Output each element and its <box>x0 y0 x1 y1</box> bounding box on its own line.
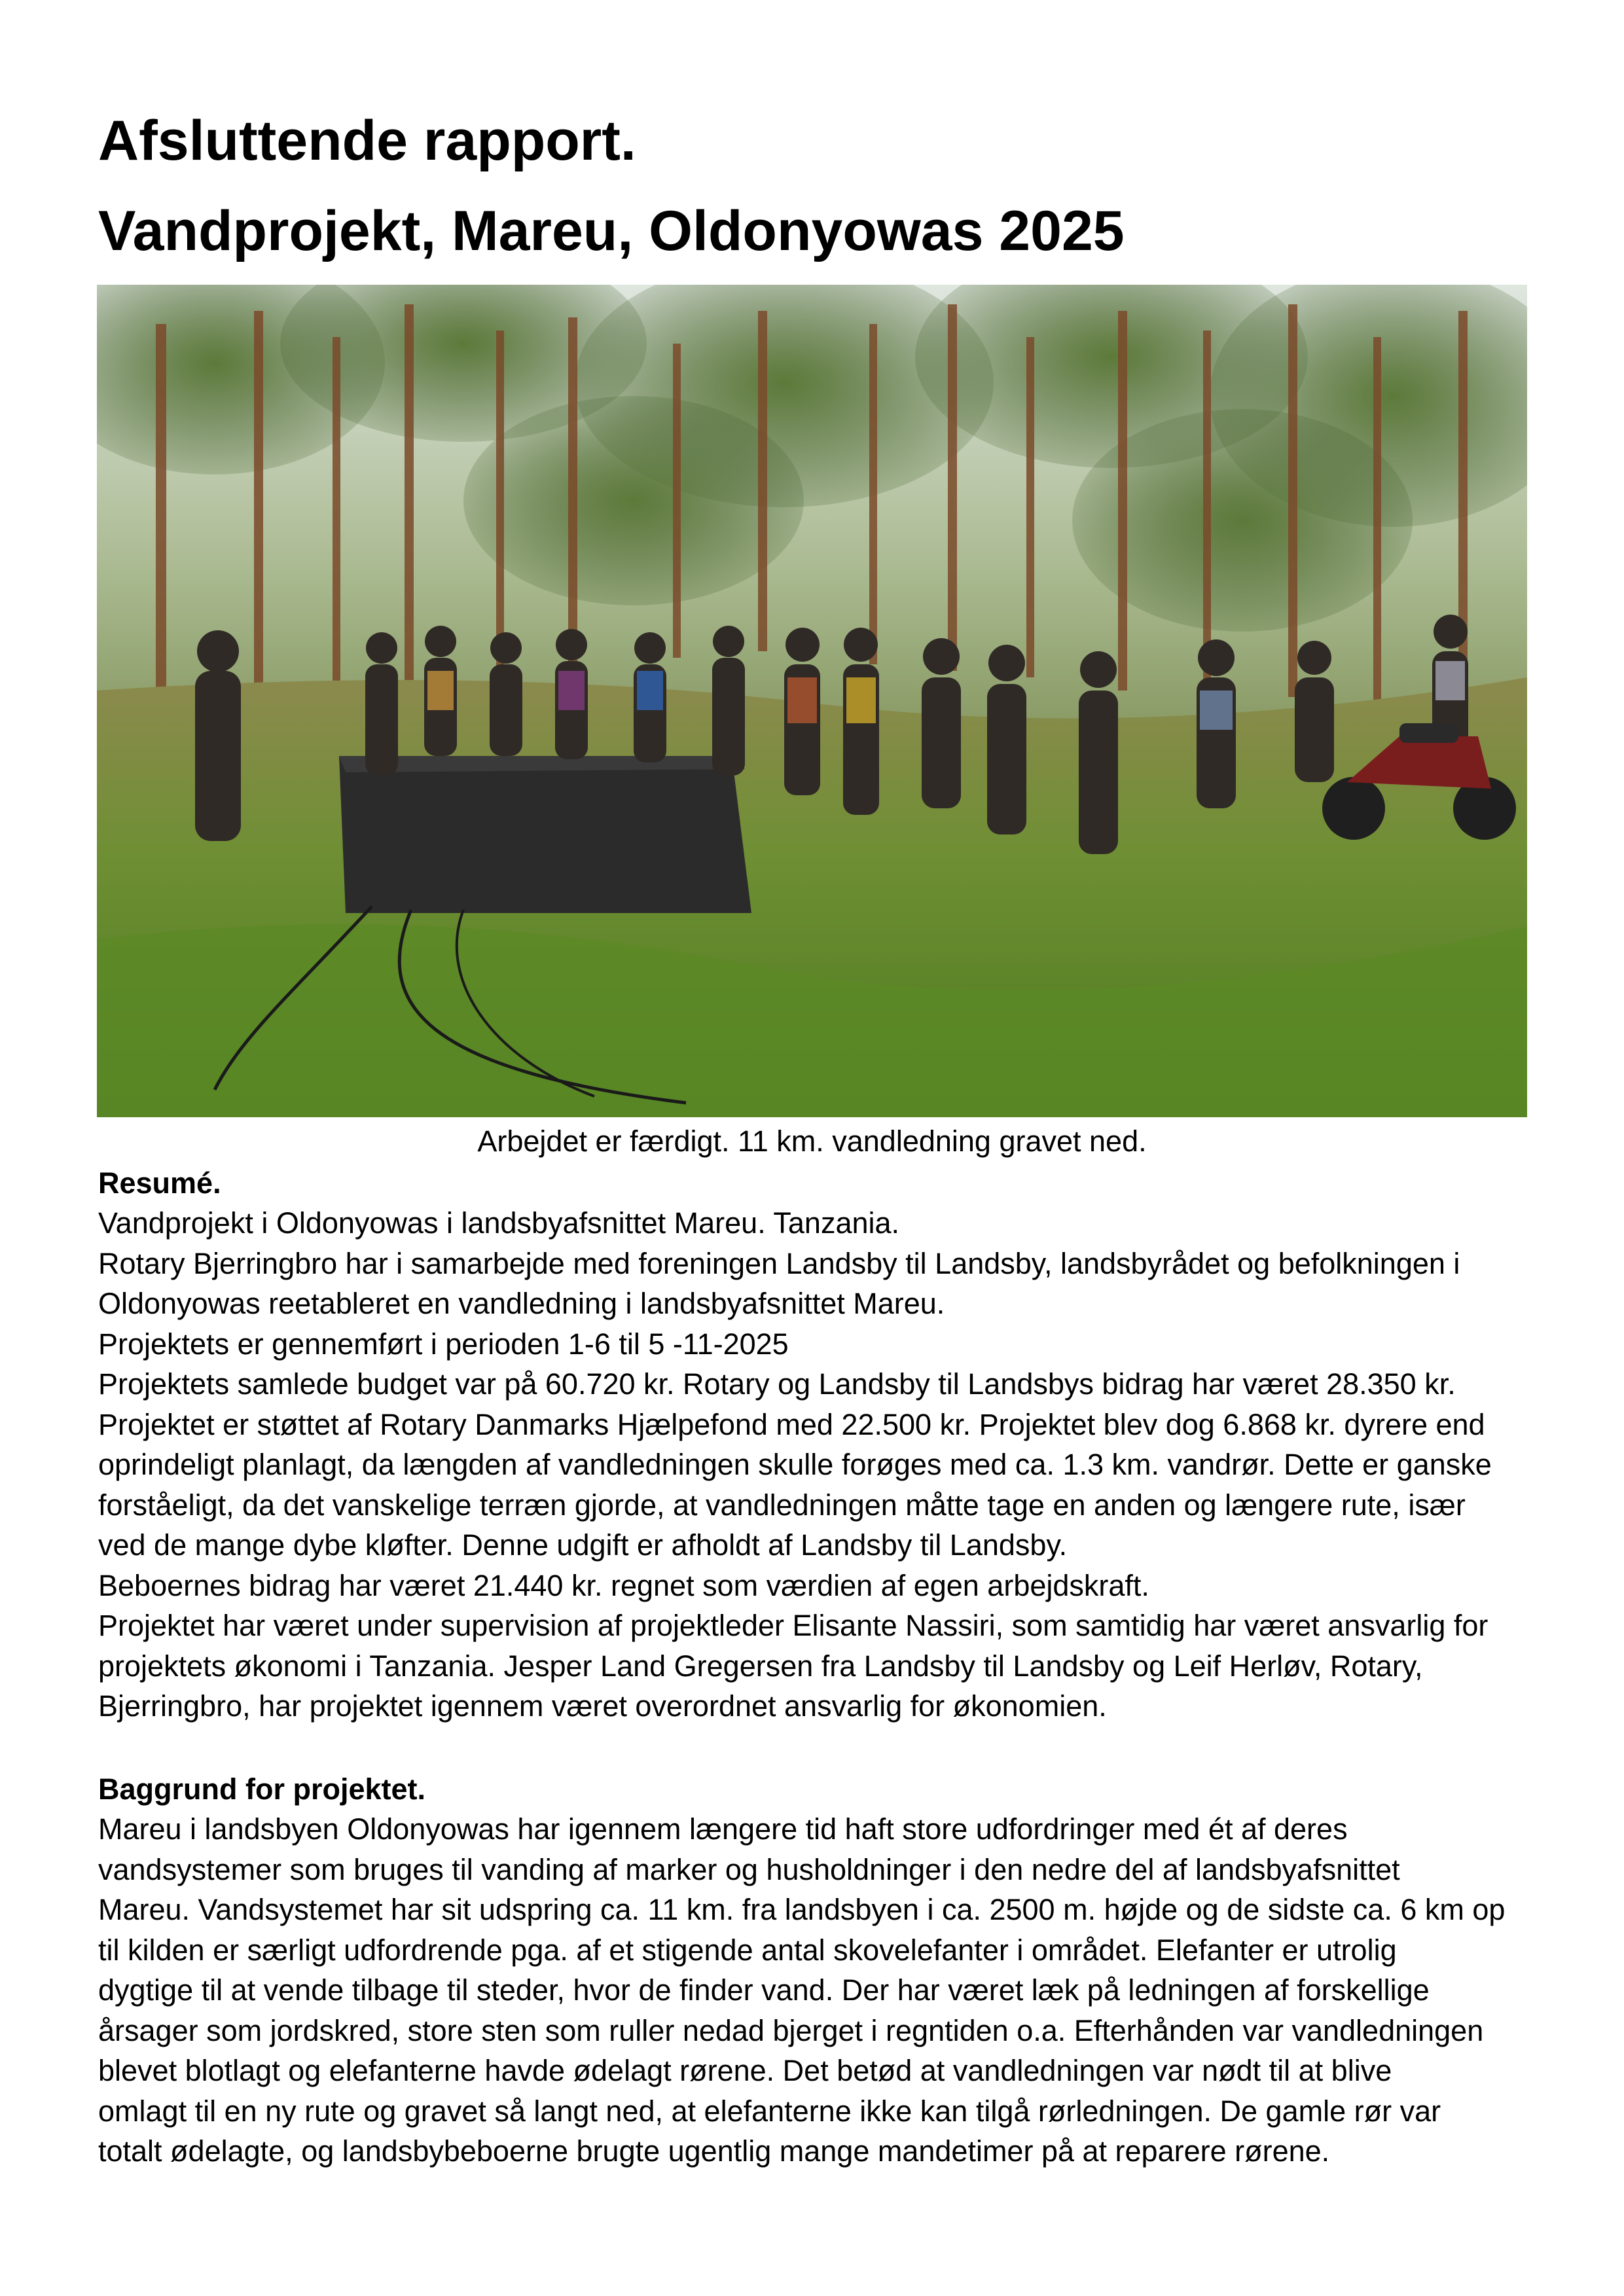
project-title: Vandprojekt, Mareu, Oldonyowas 2025 <box>98 200 1125 262</box>
text-line: blevet blotlagt og elefanterne havde ødelagt rørene. Det betød at vandledningen var nødt til at blive <box>98 2054 1392 2087</box>
text-line: Oldonyowas reetableret en vandledning i landsbyafsnittet Mareu. <box>98 1287 945 1320</box>
project-photo <box>97 285 1527 1117</box>
background-heading: Baggrund for projektet. <box>98 1772 426 1806</box>
text-line: Vandprojekt i Oldonyowas i landsbyafsnittet Mareu. Tanzania. <box>98 1206 900 1240</box>
text-line: årsager som jordskred, store sten som ruller nedad bjerget i regntiden o.a. Efterhånden var vandledningen <box>98 2013 1484 2047</box>
text-line: Mareu. Vandsystemet har sit udspring ca. 11 km. fra landsbyen i ca. 2500 m. højde og de sidste ca. 6 km op <box>98 1893 1506 1926</box>
text-line: totalt ødelagte, og landsbybeboerne brugte ugentlig mange mandetimer på at reparere rørene. <box>98 2134 1330 2168</box>
text-line: vandsystemer som bruges til vanding af marker og husholdninger i den nedre del af landsbyafsnittet <box>98 1852 1400 1886</box>
resume-body <box>98 1203 1532 1727</box>
text-line: Mareu i landsbyen Oldonyowas har igennem længere tid haft store udfordringer med ét af deres <box>98 1812 1348 1846</box>
text-line: til kilden er særligt udfordrende pga. af et stigende antal skovelefanter i området. Elefanter er utrolig <box>98 1933 1397 1967</box>
text-line: forståeligt, da det vanskelige terræn gjorde, at vandledningen måtte tage en anden og længere rute, især <box>98 1488 1466 1522</box>
text-line: dygtige til at vende tilbage til steder, hvor de finder vand. Der har været læk på ledningen af forskellige <box>98 1973 1430 2007</box>
text-line: ved de mange dybe kløfter. Denne udgift er afholdt af Landsby til Landsby. <box>98 1528 1068 1562</box>
text-line: Beboernes bidrag har været 21.440 kr. regnet som værdien af egen arbejdskraft. <box>98 1568 1149 1602</box>
text-line: Projektets samlede budget var på 60.720 kr. Rotary og Landsby til Landsbys bidrag har været 28.350 kr. <box>98 1367 1456 1401</box>
report-title: Afsluttende rapport. <box>98 109 636 172</box>
text-line: oprindeligt planlagt, da længden af vandledningen skulle forøges med ca. 1.3 km. vandrør. Dette er ganske <box>98 1448 1492 1481</box>
text-line: Projektet har været under supervision af projektleder Elisante Nassiri, som samtidig har været ansvarlig for <box>98 1609 1489 1642</box>
photo-caption: Arbejdet er færdigt. 11 km. vandledning gravet ned. <box>477 1124 1147 1158</box>
text-line: Bjerringbro, har projektet igennem været overordnet ansvarlig for økonomien. <box>98 1689 1107 1723</box>
text-line: omlagt til en ny rute og gravet så langt ned, at elefanterne ikke kan tilgå rørledningen. De gamle rør var <box>98 2094 1441 2128</box>
resume-heading: Resumé. <box>98 1166 221 1200</box>
text-line: Projektets er gennemført i perioden 1-6 til 5 -11-2025 <box>98 1327 789 1361</box>
text-line: projektets økonomi i Tanzania. Jesper Land Gregersen fra Landsby til Landsby og Leif Herløv, Rotary, <box>98 1649 1423 1683</box>
background-body <box>98 1809 1532 2172</box>
text-line: Projektet er støttet af Rotary Danmarks Hjælpefond med 22.500 kr. Projektet blev dog 6.868 kr. dyrere end <box>98 1407 1485 1441</box>
text-line: Rotary Bjerringbro har i samarbejde med foreningen Landsby til Landsby, landsbyrådet og befolkningen i <box>98 1246 1460 1280</box>
